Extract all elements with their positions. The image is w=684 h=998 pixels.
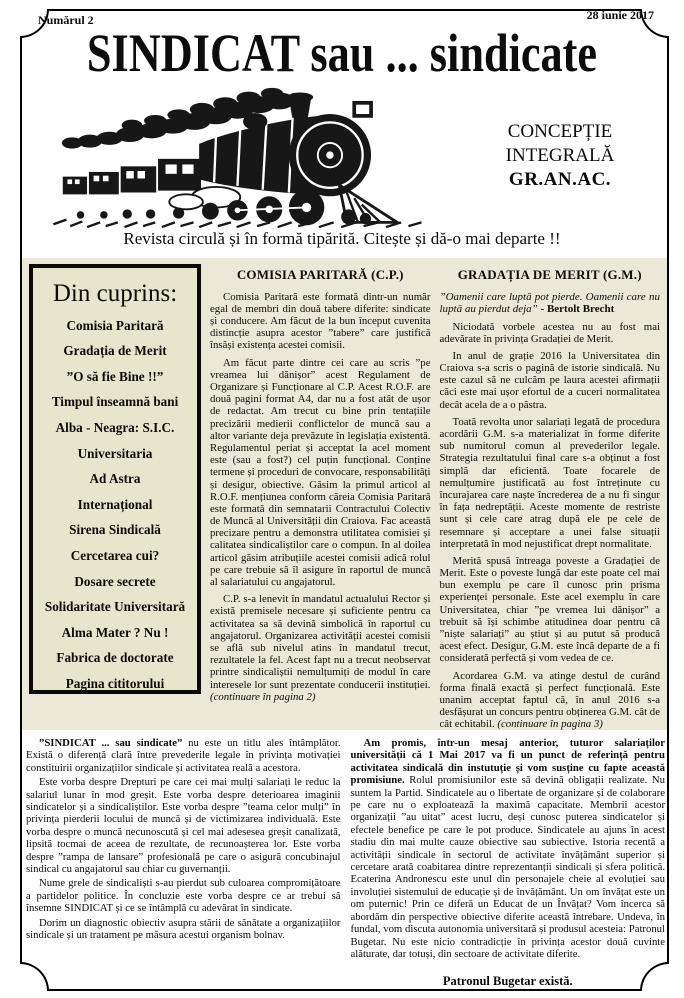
paragraph-text: Rolul promisiunilor este să devină obligații realizate. Nu suntem la Partid. Sindicatele au o libertate de organizare și de colaborare pe care nu o exploatează la maximă capacitate. Membrii acestor organizații ”au uitat” acest lucru, deși cunosc puterea sindicatelor și efectele benefice pe care le pot produce. Sindicatele au ajuns în acest stadiu din mai multe cauze obiective sau subiective. Istoria recentă a activității sindicale în sectorul de activitate învățământ superior și cercetare arată coabitarea dintre reprezentanții sindicali și sfera politică. Ecaterina Andronescu este unul din personajele cheie al evoluției sau involuției sistemului de educație și de învățământ. Un om învățat este un om puternic! Prin ce diferă un Educat de un Învățat? Vom încerca să abordăm din perspective obiective diferite această întrebare. Undeva, în fundal, vom discuta autonomia universitară și produsul acesteia: Patronul Bugetar. Nu este nicio contradicție în privința acestor două cuvinte alăturate, dar totuși, din sectoare de activitate diferite. <box>350 774 665 960</box>
concept-line1: CONCEPȚIE <box>507 121 613 142</box>
toc-item-fabrica-de-doctorate: Fabrica de doctorate <box>56 650 174 666</box>
article-heading-cp: COMISIA PARITARĂ (C.P.) <box>236 267 404 282</box>
toc-title: Din cuprins: <box>52 280 178 307</box>
toc-item-cercetarea-cui: Cercetarea cui? <box>70 547 160 563</box>
concept-line3: GR.AN.AC. <box>508 168 612 190</box>
paragraph: Nume grele de sindicaliști s-au pierdut sub culoarea compromițătoare a partidelor politice. În concluzie este vorba despre ce ar trebui să însemne SINDICAT și ce se întâmplă cu adevărat în sindicate. <box>26 877 341 915</box>
toc-item-timpul-inseamna-bani: Timpul înseamnă bani <box>51 394 179 410</box>
article-comisia-paritara <box>210 262 431 726</box>
toc-item-comisia-paritara: Comisia Paritară <box>66 317 164 333</box>
content-band <box>22 258 667 730</box>
paragraph: Am făcut parte dintre cei care au scris ”pe vreamea lui dănișor” acest Regulament de Organizare și Funcționare al C.P. Acest R.O.F. are două pagini format A4, dar nu a fost atât de ușor de redactat. Am trecut cu bine prin tentațiile precizării medierii conflictelor de muncă sau a altor variante deja prevăzute în legislația existentă. Regulamentul periat și acceptat la acel moment este (sau a fost?) cel puțin funcțional. Conține termene și proceduri de convocare, responsabilități și desigur, obiective. Găsim la primul articol al R.O.F. mențiunea conform căreia Comisia Paritară este formată din semnatarii Contractului Colectiv de Muncă al Universității din Craiova. Fac această precizare pentru a demonstra utilitatea comisiei și calitatea sindicaliștilor care o compun. In al doilea articol găsim atribuțiile acestei comisii adică rolul pe care trebuie să îl asigure în raportul de muncă al salariatului cu angajatorul. <box>210 356 431 588</box>
paragraph: Dorim un diagnostic obiectiv asupra stării de sănătate a organizațiilor sindicale și un tratament pe măsura acestui organism bolnav. <box>26 916 341 942</box>
editorial-left-column <box>26 737 341 991</box>
table-of-contents <box>29 264 201 694</box>
paragraph-text: nu este un titlu ales întâmplător. Există o diferență clară între prevederile legale în privința motivației constituirii organizațiilor sindicale și activitatea reală a acestora. <box>26 737 341 774</box>
tagline: Revista circulă și în formă tipărită. Citește și dă-o mai departe !! <box>123 229 561 248</box>
paragraph: Comisia Paritară este formată dintr-un număr egal de membri din două tabere diferite: sindicate și conducere. Am făcut de la bun început cuvenita distincție asupra acestor ”tabere” care justifică însăși existența acestei comisii. <box>210 290 431 352</box>
paragraph: In anul de grație 2016 la Universitatea din Craiova s-a scris o pagină de istorie sindicală. Nu este cazul să ne culcăm pe laura acestei afirmații căci este mai ușor efortul de a cuceri normalitatea decât acela de a o păstra. <box>439 349 660 411</box>
steam-dome <box>243 113 267 130</box>
issue-date: 28 iunie 2017 <box>586 8 654 22</box>
steam-train-icon <box>24 86 464 228</box>
paragraph <box>351 737 666 960</box>
steam-train-illustration <box>24 86 464 228</box>
toc-item-solidaritate-universitara: Solidaritate Universitară <box>44 599 186 615</box>
paragraph: Merită spusă întreaga poveste a Gradației de Merit. Este o poveste lungă dar este poate cel mai bun exemplu pe care îl cunosc prin prisma experienței personale. Este acel exemplu în care Universitatea, chiar ”pe vremea lui dănișor” a trebuit să își schimbe atitudinea doar pentru că ”niște salariați” au știut și au putut să producă acest efect. Desigur, G.M. este încă departe de a fi considerată perfectă și vom vedea de ce. <box>439 554 660 665</box>
paragraph-text: C.P. s-a lenevit în mandatul actualului Rector și există premisele necesare și suficiente pentru ca activitatea sa să devină simbolică în raportul cu angajatorul. Organizarea activității acestei comisii se află sub nivelul atins în mandatul trecut, rezultatele la fel. Acest fapt nu a trecut neobservat printre sindicaliștii nemulțumiți de modul în care interesele lor sunt prezentate conducerii instituției. <box>210 593 431 691</box>
lead-bold: ”SINDICAT ... sau sindicate” <box>39 737 183 749</box>
paragraph: Niciodată vorbele acestea nu au fost mai adevărate în privința Gradației de Merit. <box>439 320 660 345</box>
toc-item-ad-astra: Ad Astra <box>89 471 141 487</box>
continuation-note: (continuare în pagina 2) <box>210 690 316 703</box>
paragraph: Este vorba despre Drepturi pe care cei mai mulți salariați le reduc la salariul lunar în mod greșit. Este vorba despre deterioarea imaginii sindicatelor și a sindicaliștilor. Este vorba despre ”teama celor mulți” în privința pierderii locului de muncă și de victimizarea individuală. Este vorba despre o muncă necunoscută și cel mai adesesea greșit canalizată, lipsită tocmai de aceea de rezultate, de recunoașterea lor. Este vorba despre ”rampa de lansare” profesională pe care o asigură concubinajul sindical cu angajatorul sau chiar cu guvernanții. <box>26 776 341 876</box>
editorial-right-column <box>351 737 666 991</box>
paragraph: Toată revolta unor salariați legată de procedura acordării G.M. s-a materializat în forme diferite sub numitorul comun al prevederilor legale. Strategia rezultatului final care s-a obținut a fost simplă dar eficientă. Toate focarele de nemulțumire justificată au fost întreținute cu încurajarea care naște încrederea de a nu fi singur în fața nedreptății. Aceste momente de restriste sunt și cele care atrag după ele pe cele de resemnare și acceptare a unei false situații interpretată în mod nejustificat drept normalitate. <box>439 415 660 550</box>
paragraph <box>440 670 661 731</box>
editorial-section <box>26 737 665 991</box>
issue-number: Numărul 2 <box>38 13 94 27</box>
quote-author: - Bertolt Brecht <box>540 303 615 316</box>
toc-item-alma-mater: Alma Mater ? Nu ! <box>61 624 169 640</box>
toc-item-pagina-cititorului: Pagina cititorului <box>65 675 165 691</box>
toc-item-dosare-secrete: Dosare secrete <box>74 573 156 589</box>
toc-item-universitaria: Universitaria <box>77 445 153 461</box>
article-heading-gm: GRADAȚIA DE MERIT (G.M.) <box>457 267 642 282</box>
carriages <box>63 159 201 195</box>
lead-bold: Am promis, într-un mesaj anterior, tuturor salariaților universității că 1 Mai 2017 va fi un punct de referință pentru activitatea sindicală din instutuție și vom susține cu fapte această promisiune. <box>350 737 665 787</box>
toc-item-alba-neagra: Alba - Neagra: S.I.C. <box>55 419 175 435</box>
toc-item-international: Internațional <box>77 496 153 512</box>
toc-item-sirena-sindicala: Sirena Sindicală <box>69 522 161 538</box>
quote-block <box>440 291 661 316</box>
masthead-title: SINDICAT sau ... sindicate <box>86 23 598 83</box>
paragraph <box>210 593 431 703</box>
paragraph <box>26 737 341 774</box>
toc-item-o-sa-fie-bine: ”O să fie Bine !!” <box>66 368 164 384</box>
toc-item-gradatia-de-merit: Gradația de Merit <box>63 343 167 359</box>
paragraph-text: Acordarea G.M. va atinge destul de curând forma finală exactă și perfect funcțională. Este unanim acceptat faptul că, în anul 2016 s-a desfășurat un concurs pentru obținerea G.M. cât de cât echitabil. <box>439 669 660 731</box>
continuation-note: (continuare în pagina 3) <box>497 718 603 731</box>
quote-text: ”Oamenii care luptă pot pierde. Oamenii care nu luptă au pierdut deja” <box>439 290 660 316</box>
concept-block <box>480 120 640 191</box>
article-gradatia-de-merit <box>439 262 661 731</box>
concept-line2: INTEGRALĂ <box>505 144 615 166</box>
closing-statement: Patronul Bugetar există. <box>442 974 573 989</box>
